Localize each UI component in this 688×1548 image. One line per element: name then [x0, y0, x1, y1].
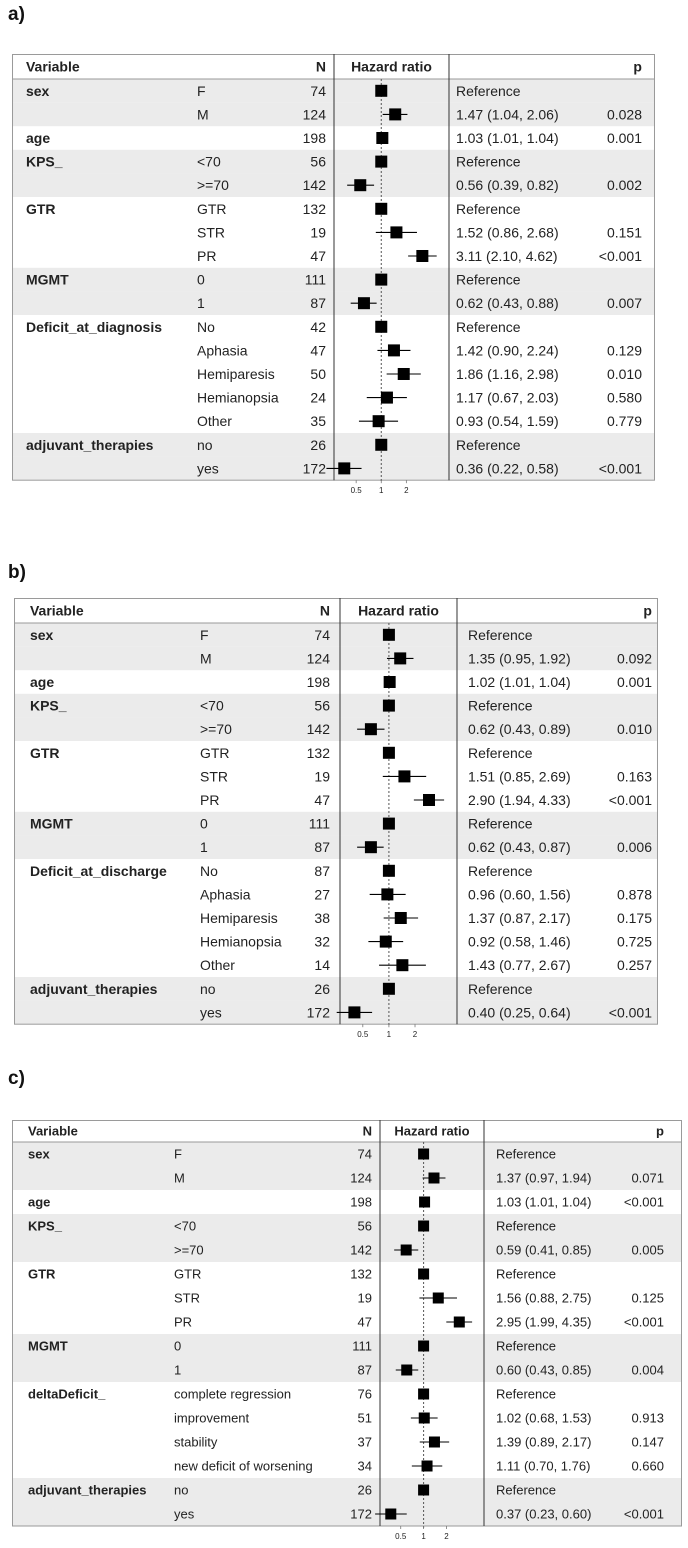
forest-plot-a — [12, 54, 655, 500]
hr-marker — [418, 1341, 429, 1352]
level-label: Hemiparesis — [197, 366, 275, 383]
n-value: 172 — [306, 1004, 331, 1021]
estimate-text: 1.47 (1.04, 2.06) — [455, 106, 559, 123]
n-value: 142 — [302, 177, 327, 194]
tick-label: 0.5 — [357, 1030, 369, 1040]
estimate-text: Reference — [496, 1386, 556, 1402]
p-value: 0.005 — [631, 1242, 664, 1258]
n-value: 76 — [357, 1386, 372, 1402]
estimate-text: Reference — [467, 744, 533, 761]
level-label: 1 — [200, 839, 208, 856]
estimate-text: 1.35 (0.95, 1.92) — [467, 650, 571, 667]
row-band — [12, 150, 655, 174]
variable-label: KPS_ — [30, 697, 67, 714]
estimate-text: 1.43 (0.77, 2.67) — [467, 957, 571, 974]
hr-marker — [375, 156, 387, 168]
hr-marker — [380, 936, 392, 948]
hr-marker — [375, 439, 387, 451]
variable-label: Deficit_at_diagnosis — [26, 318, 163, 335]
p-value: <0.001 — [623, 1194, 664, 1210]
n-value: 87 — [314, 839, 331, 856]
hr-marker — [398, 368, 410, 380]
p-value: <0.001 — [623, 1506, 664, 1522]
hr-marker — [418, 1485, 429, 1496]
estimate-text: 2.90 (1.94, 4.33) — [467, 792, 571, 809]
n-value: 142 — [306, 721, 331, 738]
variable-label: MGMT — [26, 271, 69, 288]
row-band — [14, 694, 658, 718]
panel-label-b: b) — [8, 562, 26, 583]
estimate-text: 0.59 (0.41, 0.85) — [496, 1242, 592, 1258]
n-value: 87 — [310, 295, 327, 312]
n-value: 37 — [357, 1434, 372, 1450]
hr-marker — [433, 1293, 444, 1304]
n-value: 38 — [314, 910, 331, 927]
level-label: M — [174, 1170, 185, 1186]
estimate-text: 1.52 (0.86, 2.68) — [455, 224, 559, 241]
p-value: 0.779 — [606, 413, 642, 430]
estimate-text: Reference — [467, 862, 533, 879]
hr-marker — [365, 841, 377, 853]
variable-label: age — [28, 1194, 51, 1210]
header-hazard-ratio: Hazard ratio — [394, 1123, 470, 1139]
n-value: 132 — [350, 1266, 372, 1282]
p-value: 0.001 — [606, 130, 642, 147]
n-value: 35 — [310, 413, 327, 430]
hr-marker — [418, 1389, 429, 1400]
n-value: 124 — [350, 1170, 372, 1186]
level-label: STR — [200, 768, 228, 785]
n-value: 26 — [314, 980, 331, 997]
level-label: Other — [197, 413, 232, 430]
level-label: GTR — [174, 1266, 202, 1282]
p-value: 0.725 — [616, 933, 652, 950]
estimate-text: Reference — [455, 200, 521, 217]
p-value: 0.257 — [616, 957, 652, 974]
variable-label: adjuvant_therapies — [28, 1482, 147, 1498]
n-value: 172 — [302, 460, 327, 477]
forest-plot-b — [14, 598, 658, 1044]
estimate-text: Reference — [467, 626, 533, 643]
level-label: <70 — [200, 697, 224, 714]
estimate-text: Reference — [455, 436, 521, 453]
forest-plot-c — [12, 1120, 682, 1546]
row-band — [12, 1334, 682, 1358]
n-value: 132 — [306, 744, 331, 761]
hr-marker — [373, 415, 385, 427]
estimate-text: 1.03 (1.01, 1.04) — [455, 130, 559, 147]
estimate-text: 0.93 (0.54, 1.59) — [455, 413, 559, 430]
n-value: 19 — [314, 768, 331, 785]
hr-marker — [416, 250, 428, 262]
level-label: new deficit of worsening — [174, 1458, 313, 1474]
n-value: 172 — [350, 1506, 372, 1522]
level-label: 0 — [200, 815, 208, 832]
hr-marker — [365, 723, 377, 735]
header-variable: Variable — [26, 58, 80, 75]
n-value: 111 — [308, 815, 331, 832]
level-label: F — [174, 1146, 182, 1162]
n-value: 198 — [306, 674, 331, 691]
level-label: Hemiparesis — [200, 910, 278, 927]
tick-label: 2 — [444, 1532, 449, 1541]
level-label: Aphasia — [200, 886, 251, 903]
hr-marker — [419, 1197, 430, 1208]
level-label: GTR — [197, 200, 227, 217]
variable-label: deltaDeficit_ — [28, 1386, 106, 1402]
level-label: F — [200, 626, 209, 643]
variable-label: age — [26, 130, 51, 147]
p-value: <0.001 — [608, 1004, 652, 1021]
estimate-text: 1.56 (0.88, 2.75) — [496, 1290, 592, 1306]
level-label: stability — [174, 1434, 218, 1450]
variable-label: age — [30, 674, 55, 691]
level-label: complete regression — [174, 1386, 292, 1402]
p-value: 0.175 — [616, 910, 652, 927]
row-band — [12, 1142, 682, 1166]
n-value: 74 — [310, 82, 327, 99]
hr-marker — [375, 85, 387, 97]
estimate-text: 1.02 (0.68, 1.53) — [496, 1410, 592, 1426]
estimate-text: 2.95 (1.99, 4.35) — [496, 1314, 592, 1330]
estimate-text: 1.11 (0.70, 1.76) — [496, 1458, 591, 1474]
p-value: 0.006 — [616, 839, 652, 856]
hr-marker — [428, 1173, 439, 1184]
hr-marker — [383, 700, 395, 712]
variable-label: sex — [26, 82, 50, 99]
p-value: 0.071 — [631, 1170, 664, 1186]
level-label: <70 — [174, 1218, 197, 1234]
level-label: GTR — [200, 744, 230, 761]
hr-marker — [389, 108, 401, 120]
level-label: M — [200, 650, 212, 667]
estimate-text: 1.02 (1.01, 1.04) — [467, 674, 571, 691]
n-value: 142 — [350, 1242, 372, 1258]
estimate-text: 0.62 (0.43, 0.88) — [455, 295, 559, 312]
level-label: M — [197, 106, 209, 123]
estimate-text: 0.92 (0.58, 1.46) — [467, 933, 571, 950]
tick-label: 0.5 — [350, 486, 362, 496]
n-value: 132 — [302, 200, 327, 217]
hr-marker — [354, 179, 366, 191]
estimate-text: 0.36 (0.22, 0.58) — [455, 460, 559, 477]
n-value: 27 — [314, 886, 331, 903]
estimate-text: 0.40 (0.25, 0.64) — [467, 1004, 571, 1021]
tick-label: 0.5 — [395, 1532, 407, 1541]
hr-marker — [396, 959, 408, 971]
hr-marker — [418, 1149, 429, 1160]
n-value: 74 — [314, 626, 331, 643]
hr-marker — [454, 1317, 465, 1328]
p-value: <0.001 — [598, 248, 642, 265]
estimate-text: 0.60 (0.43, 0.85) — [496, 1362, 592, 1378]
hr-marker — [398, 770, 410, 782]
n-value: 56 — [310, 153, 327, 170]
p-value: 0.147 — [631, 1434, 664, 1450]
hr-marker — [375, 274, 387, 286]
variable-label: Deficit_at_discharge — [30, 862, 167, 879]
tick-label: 1 — [421, 1532, 426, 1541]
p-value: 0.878 — [616, 886, 652, 903]
level-label: yes — [200, 1004, 222, 1021]
level-label: F — [197, 82, 206, 99]
n-value: 56 — [314, 697, 331, 714]
header-n: N — [362, 1123, 372, 1139]
estimate-text: 1.86 (1.16, 2.98) — [455, 366, 559, 383]
hr-marker — [401, 1365, 412, 1376]
variable-label: adjuvant_therapies — [26, 436, 154, 453]
n-value: 198 — [302, 130, 327, 147]
n-value: 56 — [357, 1218, 372, 1234]
level-label: STR — [197, 224, 225, 241]
p-value: 0.028 — [606, 106, 642, 123]
n-value: 26 — [357, 1482, 372, 1498]
variable-label: MGMT — [30, 815, 73, 832]
estimate-text: Reference — [467, 980, 533, 997]
hr-marker — [358, 297, 370, 309]
level-label: yes — [174, 1506, 195, 1522]
level-label: improvement — [174, 1410, 250, 1426]
tick-label: 1 — [379, 486, 384, 496]
header-hazard-ratio: Hazard ratio — [351, 58, 432, 75]
variable-label: sex — [30, 626, 54, 643]
variable-label: GTR — [26, 200, 56, 217]
n-value: 34 — [357, 1458, 372, 1474]
hr-marker — [376, 132, 388, 144]
hr-marker — [390, 226, 402, 238]
estimate-text: Reference — [496, 1482, 556, 1498]
n-value: 124 — [302, 106, 327, 123]
header-p: p — [656, 1123, 664, 1139]
estimate-text: Reference — [455, 153, 521, 170]
n-value: 47 — [314, 792, 331, 809]
p-value: 0.125 — [631, 1290, 664, 1306]
level-label: 0 — [197, 271, 205, 288]
estimate-text: 1.17 (0.67, 2.03) — [455, 389, 559, 406]
level-label: STR — [174, 1290, 200, 1306]
level-label: No — [200, 862, 218, 879]
n-value: 42 — [310, 318, 327, 335]
p-value: 0.092 — [616, 650, 652, 667]
hr-marker — [381, 392, 393, 404]
n-value: 87 — [357, 1362, 372, 1378]
hr-marker — [395, 912, 407, 924]
tick-label: 2 — [404, 486, 409, 496]
level-label: No — [197, 318, 215, 335]
n-value: 87 — [314, 862, 331, 879]
hr-marker — [381, 888, 393, 900]
p-value: 0.151 — [606, 224, 642, 241]
header-n: N — [315, 58, 327, 75]
level-label: no — [200, 980, 216, 997]
level-label: >=70 — [200, 721, 232, 738]
tick-label: 1 — [386, 1030, 392, 1040]
level-label: yes — [197, 460, 219, 477]
level-label: Hemianopsia — [200, 933, 282, 950]
variable-label: GTR — [30, 744, 60, 761]
estimate-text: Reference — [496, 1338, 556, 1354]
p-value: <0.001 — [623, 1314, 664, 1330]
hr-marker — [383, 747, 395, 759]
hr-marker — [383, 629, 395, 641]
estimate-text: 1.37 (0.87, 2.17) — [467, 910, 571, 927]
hr-marker — [375, 203, 387, 215]
p-value: 0.002 — [606, 177, 642, 194]
p-value: 0.660 — [631, 1458, 664, 1474]
n-value: 19 — [310, 224, 327, 241]
n-value: 50 — [310, 366, 327, 383]
n-value: 111 — [304, 271, 327, 288]
estimate-text: Reference — [455, 82, 521, 99]
estimate-text: Reference — [467, 697, 533, 714]
level-label: Other — [200, 957, 235, 974]
level-label: 0 — [174, 1338, 182, 1354]
row-band — [12, 268, 655, 292]
hr-marker — [375, 321, 387, 333]
panel-label-a: a) — [8, 4, 25, 25]
hr-marker — [383, 983, 395, 995]
estimate-text: Reference — [496, 1146, 556, 1162]
n-value: 111 — [352, 1338, 372, 1354]
hr-marker — [338, 462, 350, 474]
level-label: Hemianopsia — [197, 389, 279, 406]
hr-marker — [383, 865, 395, 877]
p-value: 0.001 — [616, 674, 652, 691]
n-value: 26 — [310, 436, 327, 453]
hr-marker — [384, 676, 396, 688]
row-band — [14, 623, 658, 647]
header-p: p — [643, 602, 652, 619]
n-value: 32 — [314, 933, 331, 950]
level-label: 1 — [197, 295, 205, 312]
level-label: Aphasia — [197, 342, 248, 359]
level-label: PR — [197, 248, 217, 265]
estimate-text: 1.39 (0.89, 2.17) — [496, 1434, 592, 1450]
p-value: <0.001 — [598, 460, 642, 477]
hr-marker — [422, 1461, 433, 1472]
hr-marker — [385, 1509, 396, 1520]
p-value: 0.163 — [616, 768, 652, 785]
row-band — [14, 812, 658, 836]
estimate-text: 0.56 (0.39, 0.82) — [455, 177, 559, 194]
row-band — [12, 1214, 682, 1238]
n-value: 198 — [350, 1194, 372, 1210]
estimate-text: 0.37 (0.23, 0.60) — [496, 1506, 592, 1522]
hr-marker — [419, 1413, 430, 1424]
estimate-text: Reference — [467, 815, 533, 832]
tick-label: 2 — [412, 1030, 418, 1040]
header-variable: Variable — [30, 602, 84, 619]
level-label: 1 — [174, 1362, 182, 1378]
estimate-text: 0.62 (0.43, 0.89) — [467, 721, 571, 738]
level-label: >=70 — [174, 1242, 204, 1258]
level-label: no — [197, 436, 213, 453]
estimate-text: 3.11 (2.10, 4.62) — [455, 248, 558, 265]
hr-marker — [388, 344, 400, 356]
estimate-text: Reference — [455, 318, 521, 335]
header-hazard-ratio: Hazard ratio — [358, 602, 439, 619]
n-value: 19 — [357, 1290, 372, 1306]
hr-marker — [418, 1221, 429, 1232]
estimate-text: 1.03 (1.01, 1.04) — [496, 1194, 592, 1210]
level-label: <70 — [197, 153, 221, 170]
n-value: 24 — [310, 389, 327, 406]
hr-marker — [394, 652, 406, 664]
hr-marker — [383, 818, 395, 830]
p-value: 0.004 — [631, 1362, 664, 1378]
panel-label-c: c) — [8, 1068, 25, 1089]
variable-label: KPS_ — [26, 153, 63, 170]
estimate-text: 0.96 (0.60, 1.56) — [467, 886, 571, 903]
n-value: 47 — [357, 1314, 372, 1330]
level-label: PR — [200, 792, 220, 809]
variable-label: sex — [28, 1146, 50, 1162]
estimate-text: Reference — [496, 1266, 556, 1282]
estimate-text: 1.37 (0.97, 1.94) — [496, 1170, 592, 1186]
hr-marker — [429, 1437, 440, 1448]
p-value: 0.129 — [606, 342, 642, 359]
estimate-text: 1.42 (0.90, 2.24) — [455, 342, 559, 359]
variable-label: KPS_ — [28, 1218, 62, 1234]
estimate-text: 0.62 (0.43, 0.87) — [467, 839, 571, 856]
header-variable: Variable — [28, 1123, 78, 1139]
estimate-text: Reference — [496, 1218, 556, 1234]
hr-marker — [348, 1006, 360, 1018]
p-value: 0.010 — [606, 366, 642, 383]
variable-label: adjuvant_therapies — [30, 980, 158, 997]
header-n: N — [319, 602, 331, 619]
hr-marker — [418, 1269, 429, 1280]
p-value: <0.001 — [608, 792, 652, 809]
row-band — [12, 79, 655, 103]
estimate-text: Reference — [455, 271, 521, 288]
n-value: 14 — [314, 957, 331, 974]
level-label: >=70 — [197, 177, 229, 194]
variable-label: GTR — [28, 1266, 56, 1282]
n-value: 47 — [310, 248, 327, 265]
p-value: 0.580 — [606, 389, 642, 406]
p-value: 0.913 — [631, 1410, 664, 1426]
variable-label: MGMT — [28, 1338, 68, 1354]
hr-marker — [401, 1245, 412, 1256]
header-p: p — [633, 58, 642, 75]
hr-marker — [423, 794, 435, 806]
p-value: 0.010 — [616, 721, 652, 738]
n-value: 74 — [357, 1146, 372, 1162]
level-label: no — [174, 1482, 189, 1498]
n-value: 47 — [310, 342, 327, 359]
level-label: PR — [174, 1314, 193, 1330]
n-value: 124 — [306, 650, 331, 667]
n-value: 51 — [357, 1410, 372, 1426]
estimate-text: 1.51 (0.85, 2.69) — [467, 768, 571, 785]
p-value: 0.007 — [606, 295, 642, 312]
